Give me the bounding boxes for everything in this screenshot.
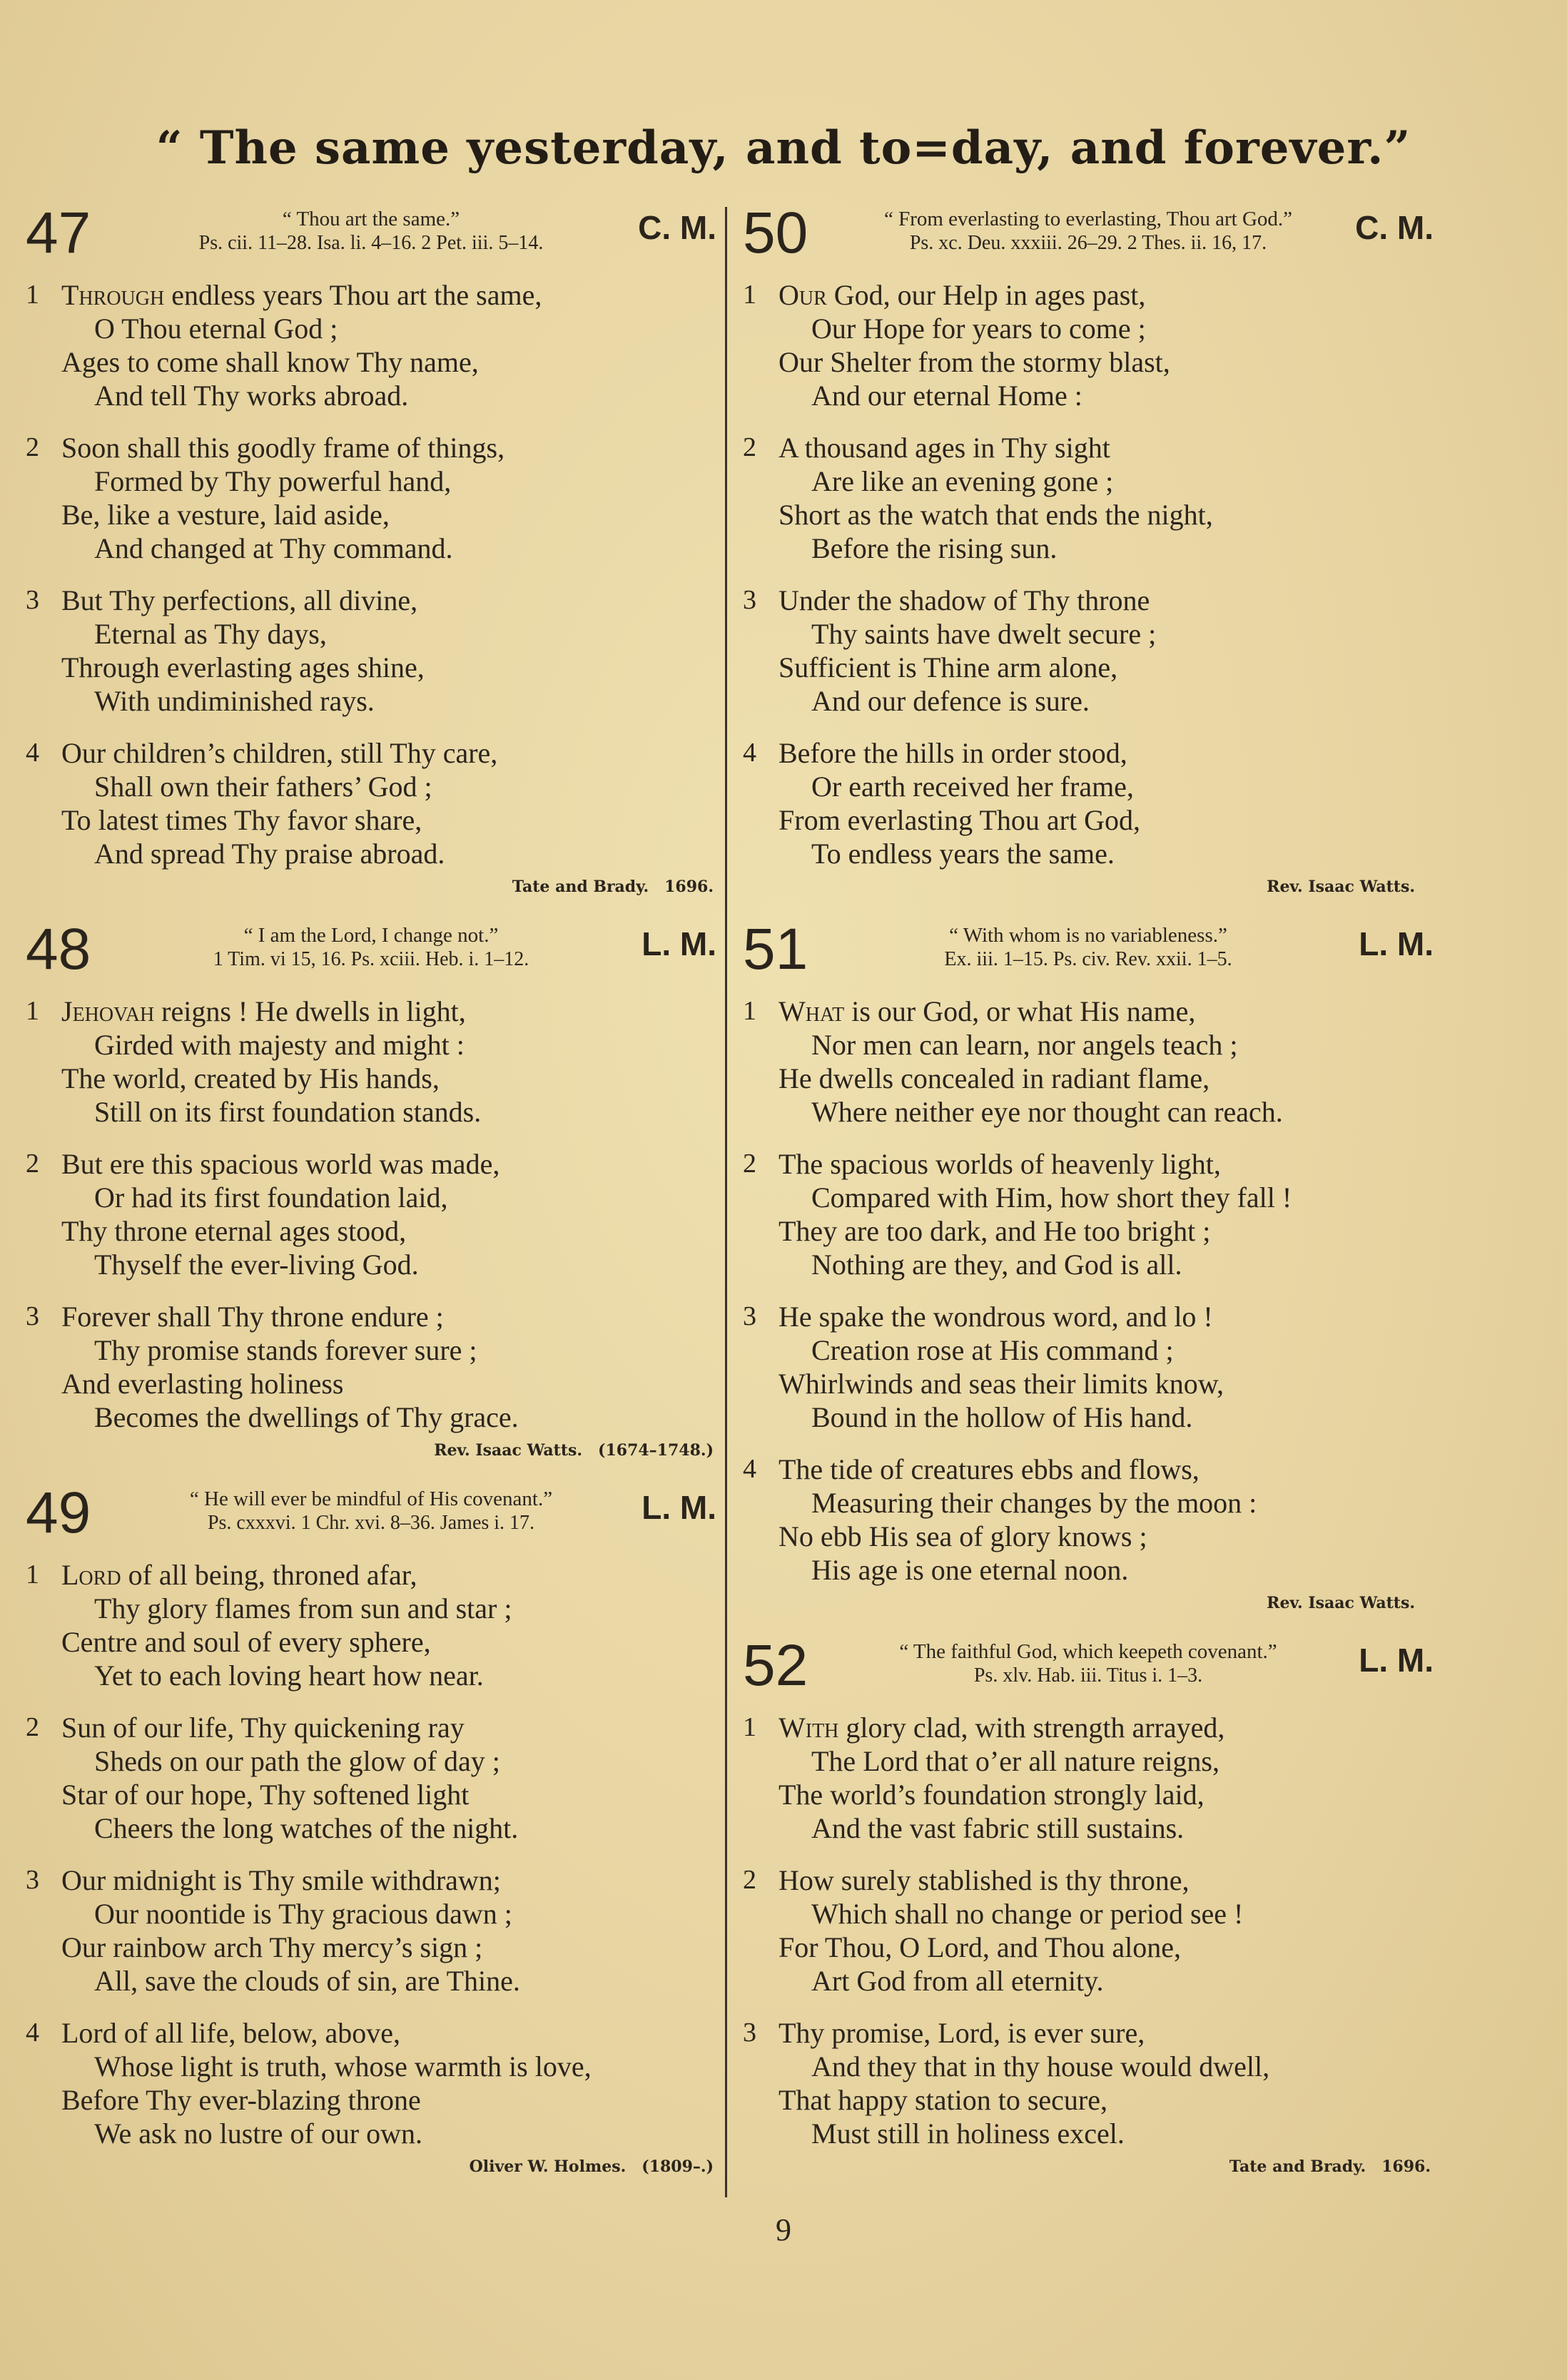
hymn-author [739, 1594, 1452, 1612]
verse [739, 278, 1452, 412]
verse-line-text: Whirlwinds and seas their limits know, [779, 1368, 1224, 1400]
verse-line-text: Yet to each loving heart how near. [94, 1659, 484, 1692]
verse [21, 1300, 735, 1434]
verse-line [21, 803, 735, 837]
verse-first-word: With [779, 1712, 839, 1744]
verse-number: 2 [743, 1149, 756, 1179]
verse [739, 1300, 1452, 1434]
verse-line [21, 2117, 735, 2150]
verse-line [21, 2083, 735, 2117]
hymn-quote: “ Thou art the same.” [282, 208, 460, 230]
verse-line [21, 1863, 735, 1897]
verse [21, 278, 735, 412]
verse-number: 4 [743, 738, 756, 768]
verse-line-text: Where neither eye nor thought can reach. [811, 1096, 1283, 1128]
verse-number: 1 [743, 996, 756, 1026]
verse-line [739, 2016, 1452, 2050]
hymn-number: 47 [26, 200, 91, 265]
hymn-number: 52 [743, 1633, 808, 1698]
verse-number: 1 [26, 280, 39, 310]
verse-line-text: Are like an evening gone ; [811, 465, 1114, 497]
author-dates: 1696. [664, 878, 714, 896]
verse-line-text: Through everlasting ages shine, [61, 651, 425, 683]
verse-line [739, 498, 1452, 532]
verse-line [21, 1778, 735, 1811]
verse-line-text: The world’s foundation strongly laid, [779, 1779, 1205, 1811]
author-dates: 1696. [1381, 2157, 1431, 2176]
hymn-heading [21, 200, 735, 278]
verse-number: 4 [26, 2018, 39, 2048]
verse-line-text: Thy promise, Lord, is ever sure, [779, 2017, 1145, 2049]
scripture-references: 1 Tim. vi 15, 16. Ps. xciii. Heb. i. 1–12. [213, 948, 529, 970]
verse-line [21, 278, 735, 312]
verse-line-text: Before the rising sun. [811, 532, 1058, 564]
verse-line-text: Or had its first foundation laid, [94, 1181, 448, 1214]
verse-line [21, 532, 735, 565]
hymn-heading [21, 1480, 735, 1558]
verse-line [21, 1248, 735, 1281]
verse-line-text: But Thy perfections, all divine, [61, 584, 418, 616]
verse-line [21, 651, 735, 684]
verse-line [739, 2083, 1452, 2117]
hymn-number: 49 [26, 1480, 91, 1545]
verse-line [21, 837, 735, 870]
verse-line [739, 770, 1452, 803]
verse-line-text: Our Hope for years to come ; [811, 312, 1146, 345]
verse-line [739, 1778, 1452, 1811]
verse-line [739, 1400, 1452, 1434]
hymn-48 [21, 917, 735, 1460]
verse-line [739, 312, 1452, 345]
verse-line-text: Nor men can learn, nor angels teach ; [811, 1029, 1238, 1061]
verse [21, 1863, 735, 1998]
verse-line [739, 1300, 1452, 1333]
verse-line-text: Or earth received her frame, [811, 771, 1134, 803]
verse-line-text: A thousand ages in Thy sight [779, 432, 1110, 464]
verse [21, 1558, 735, 1692]
verse-line [739, 464, 1452, 498]
verse-line-text: But ere this spacious world was made, [61, 1148, 500, 1180]
hymn-heading [21, 917, 735, 995]
verse-line [21, 584, 735, 617]
hymn-52 [739, 1633, 1452, 2176]
verse-line [739, 684, 1452, 718]
verse [739, 431, 1452, 565]
verse-line-text: His age is one eternal noon. [811, 1554, 1129, 1586]
verse-line [21, 1711, 735, 1744]
author-name: Oliver W. Holmes. [469, 2157, 627, 2176]
verse-line-text: Formed by Thy powerful hand, [94, 465, 452, 497]
verse-line [21, 1625, 735, 1659]
verse-line [739, 1333, 1452, 1367]
verse-line-text: Before the hills in order stood, [779, 737, 1127, 769]
verse-line-text: We ask no lustre of our own. [94, 2117, 423, 2150]
verse [21, 584, 735, 718]
hymn-author [21, 878, 735, 896]
verse-number: 3 [26, 1865, 39, 1895]
verse-line-text: Under the shadow of Thy throne [779, 584, 1150, 616]
verse-line-text: The world, created by His hands, [61, 1062, 440, 1094]
verse-line [739, 995, 1452, 1028]
verse-number: 2 [26, 1712, 39, 1742]
verse [21, 736, 735, 870]
verse-line-text: And the vast fabric still sustains. [811, 1812, 1185, 1844]
verse-line-text: And spread Thy praise abroad. [94, 838, 445, 870]
verse-first-word: Jehovah [61, 995, 155, 1027]
verse-line [739, 584, 1452, 617]
verse-line-text: For Thou, O Lord, and Thou alone, [779, 1931, 1182, 1963]
verse-line [21, 770, 735, 803]
verse-line [21, 684, 735, 718]
verse-line [739, 1147, 1452, 1181]
verse-line [21, 1028, 735, 1062]
verse-line [21, 1592, 735, 1625]
author-name: Tate and Brady. [512, 878, 649, 896]
verse-line [739, 837, 1452, 870]
scripture-references: Ps. cxxxvi. 1 Chr. xvi. 8–36. James i. 17. [207, 1512, 535, 1534]
verse-line [739, 1028, 1452, 1062]
verse-line-text: Girded with majesty and might : [94, 1029, 465, 1061]
verse-number: 3 [26, 585, 39, 615]
verse-line-text: Sufficient is Thine arm alone, [779, 651, 1118, 683]
verse-number: 2 [743, 432, 756, 462]
verse-number: 3 [743, 2018, 756, 2048]
hymn-author [739, 878, 1452, 896]
hymn-meter: L. M. [641, 925, 716, 962]
verse-line [21, 379, 735, 412]
verse-line-text: Our rainbow arch Thy mercy’s sign ; [61, 1931, 483, 1963]
hymn-heading [739, 917, 1452, 995]
verse-line-text: Sheds on our path the glow of day ; [94, 1745, 500, 1777]
verse-line-text: They are too dark, and He too bright ; [779, 1215, 1211, 1247]
verse [739, 584, 1452, 718]
verse-line-text: Thy glory flames from sun and star ; [94, 1592, 512, 1624]
verse-line-text: The spacious worlds of heavenly light, [779, 1148, 1221, 1180]
verse [21, 431, 735, 565]
verse [739, 1711, 1452, 1845]
page-header: “ The same yesterday, and to=day, and forever.” [156, 121, 1411, 175]
author-name: Tate and Brady. [1229, 2157, 1366, 2176]
verse-line [739, 431, 1452, 464]
verse-line-text: The tide of creatures ebbs and flows, [779, 1453, 1200, 1485]
verse-line-text: Compared with Him, how short they fall ! [811, 1181, 1292, 1214]
verse-line [739, 379, 1452, 412]
verse-number: 3 [26, 1301, 39, 1331]
verse-line [21, 1964, 735, 1998]
verse-number: 1 [743, 280, 756, 310]
verse-line [21, 1558, 735, 1592]
verse [21, 1147, 735, 1281]
verse-line [739, 1553, 1452, 1587]
verse-line-text: Our children’s children, still Thy care, [61, 737, 498, 769]
hymn-meter: L. M. [1359, 925, 1434, 962]
verse-line-text: All, save the clouds of sin, are Thine. [94, 1965, 520, 1997]
verse-line-text: And changed at Thy command. [94, 532, 453, 564]
verse-line-text: Thy throne eternal ages stood, [61, 1215, 407, 1247]
hymn-quote: “ With whom is no variableness.” [949, 924, 1227, 947]
verse-number: 4 [743, 1454, 756, 1484]
scripture-references: Ps. xlv. Hab. iii. Titus i. 1–3. [973, 1664, 1203, 1687]
hymn-meter: C. M. [638, 209, 716, 246]
hymn-author [21, 1441, 735, 1460]
verse-line-text: Which shall no change or period see ! [811, 1898, 1244, 1930]
verse [21, 995, 735, 1129]
verse-line-text: With undiminished rays. [94, 685, 375, 717]
verse-line-text: Star of our hope, Thy softened light [61, 1779, 470, 1811]
verse-line-text: To endless years the same. [811, 838, 1115, 870]
verse-line [739, 1863, 1452, 1897]
hymn-author [21, 2157, 735, 2176]
verse [21, 1711, 735, 1845]
verse-line [739, 1520, 1452, 1553]
page-number: 9 [776, 2212, 791, 2247]
verse-line-text: Becomes the dwellings of Thy grace. [94, 1401, 519, 1433]
verse-line-text: No ebb His sea of glory knows ; [779, 1520, 1147, 1552]
hymn-number: 50 [743, 200, 808, 265]
hymn-quote: “ The faithful God, which keepeth covenant.” [899, 1640, 1277, 1663]
verse-line-text: And our defence is sure. [811, 685, 1090, 717]
hymn-quote: “ He will ever be mindful of His covenant.” [189, 1488, 553, 1510]
left-column [21, 200, 735, 2203]
verse-line [739, 1248, 1452, 1281]
verse-line [21, 345, 735, 379]
verse-line-text: How surely stablished is thy throne, [779, 1864, 1190, 1896]
verse-line [739, 1811, 1452, 1845]
verse-line [21, 2016, 735, 2050]
verse-line [739, 1931, 1452, 1964]
verse-line-text: glory clad, with strength arrayed, [846, 1712, 1225, 1744]
verse-line [739, 736, 1452, 770]
verse-line [739, 1711, 1452, 1744]
verse-first-word: What [779, 995, 845, 1027]
verse-first-word: Through [61, 279, 165, 311]
hymn-meter: C. M. [1355, 209, 1434, 246]
verse-line [21, 1400, 735, 1434]
verse-line [21, 1897, 735, 1931]
hymn-number: 48 [26, 917, 91, 982]
verse-number: 3 [743, 585, 756, 615]
author-name: Rev. Isaac Watts. [1267, 1594, 1415, 1612]
author-dates: (1809–.) [641, 2157, 714, 2176]
hymn-author [739, 2157, 1452, 2176]
verse-line [739, 345, 1452, 379]
hymn-50 [739, 200, 1452, 896]
verse-line-text: Thyself the ever-living God. [94, 1249, 419, 1281]
scripture-references: Ps. xc. Deu. xxxiii. 26–29. 2 Thes. ii. 16, 17. [909, 232, 1267, 254]
verse-line-text: Cheers the long watches of the night. [94, 1812, 519, 1844]
verse-line-text: of all being, throned afar, [128, 1559, 417, 1591]
verse-line [739, 532, 1452, 565]
verse-line-text: Still on its first foundation stands. [94, 1096, 482, 1128]
hymn-heading [739, 200, 1452, 278]
verse-line [739, 617, 1452, 651]
verse-line-text: Soon shall this goodly frame of things, [61, 432, 505, 464]
verse-line-text: reigns ! He dwells in light, [161, 995, 466, 1027]
verse-line [739, 2117, 1452, 2150]
hymn-number: 51 [743, 917, 808, 982]
verse-line-text: And they that in thy house would dwell, [811, 2050, 1270, 2082]
verse-line [21, 1367, 735, 1400]
verse-line-text: Short as the watch that ends the night, [779, 499, 1213, 531]
verse-line-text: He dwells concealed in radiant flame, [779, 1062, 1210, 1094]
verse-line-text: Bound in the hollow of His hand. [811, 1401, 1193, 1433]
verse-number: 1 [743, 1712, 756, 1742]
hymn-49 [21, 1480, 735, 2176]
verse-line [21, 1095, 735, 1129]
verse-line [739, 1453, 1452, 1486]
verse [739, 995, 1452, 1129]
verse-line-text: Nothing are they, and God is all. [811, 1249, 1182, 1281]
verse-line-text: Our noontide is Thy gracious dawn ; [94, 1898, 512, 1930]
verse-line-text: Our midnight is Thy smile withdrawn; [61, 1864, 501, 1896]
author-name: Rev. Isaac Watts. [1267, 878, 1415, 896]
verse-line [21, 1181, 735, 1214]
verse-line [739, 651, 1452, 684]
verse-number: 1 [26, 1560, 39, 1590]
verse-first-word: Our [779, 279, 827, 311]
verse-line [21, 1811, 735, 1845]
verse-line-text: From everlasting Thou art God, [779, 804, 1140, 836]
verse-line [21, 1333, 735, 1367]
verse-line-text: endless years Thou art the same, [171, 279, 542, 311]
verse-line [21, 498, 735, 532]
verse-line-text: And our eternal Home : [811, 380, 1082, 412]
verse-line [739, 1181, 1452, 1214]
verse-line [21, 995, 735, 1028]
verse-line-text: Art God from all eternity. [811, 1965, 1104, 1997]
hymn-meter: L. M. [641, 1489, 716, 1526]
verse-line-text: Must still in holiness excel. [811, 2117, 1125, 2150]
verse-line-text: Sun of our life, Thy quickening ray [61, 1712, 465, 1744]
verse-line-text: Thy promise stands forever sure ; [94, 1334, 477, 1366]
verse-line-text: Shall own their fathers’ God ; [94, 771, 432, 803]
verse-line [21, 1659, 735, 1692]
verse-line [739, 1214, 1452, 1248]
verse-line-text: Creation rose at His command ; [811, 1334, 1174, 1366]
verse-line-text: That happy station to secure, [779, 2084, 1107, 2116]
verse-line [739, 1367, 1452, 1400]
verse-line-text: Eternal as Thy days, [94, 618, 327, 650]
verse-line [21, 736, 735, 770]
scripture-references: Ex. iii. 1–15. Ps. civ. Rev. xxii. 1–5. [944, 948, 1232, 970]
verse-line-text: Forever shall Thy throne endure ; [61, 1301, 444, 1333]
verse-first-word: Lord [61, 1559, 121, 1591]
verse-line-text: And tell Thy works abroad. [94, 380, 409, 412]
verse-line [21, 1147, 735, 1181]
verse-line [739, 1095, 1452, 1129]
hymn-51 [739, 917, 1452, 1612]
verse-line [21, 431, 735, 464]
verse-line [21, 1300, 735, 1333]
verse [739, 1863, 1452, 1998]
verse-line-text: Thy saints have dwelt secure ; [811, 618, 1157, 650]
verse [21, 2016, 735, 2150]
verse-line-text: He spake the wondrous word, and lo ! [779, 1301, 1213, 1333]
right-column [739, 200, 1452, 2203]
verse-line [739, 1897, 1452, 1931]
hymn-quote: “ I am the Lord, I change not.” [243, 924, 499, 947]
verse-number: 4 [26, 738, 39, 768]
hymn-47 [21, 200, 735, 896]
verse-line-text: O Thou eternal God ; [94, 312, 338, 345]
verse [739, 1147, 1452, 1281]
verse-line [739, 278, 1452, 312]
verse-number: 3 [743, 1301, 756, 1331]
scripture-references: Ps. cii. 11–28. Isa. li. 4–16. 2 Pet. iii. 5–14. [198, 232, 544, 254]
verse-number: 2 [26, 1149, 39, 1179]
verse-line [739, 1486, 1452, 1520]
hymn-quote: “ From everlasting to everlasting, Thou art God.” [883, 208, 1293, 230]
verse [739, 736, 1452, 870]
verse-line [21, 312, 735, 345]
verse-line [21, 617, 735, 651]
verse-line [21, 1931, 735, 1964]
verse-line-text: Be, like a vesture, laid aside, [61, 499, 390, 531]
verse-line [21, 2050, 735, 2083]
verse-line-text: Measuring their changes by the moon : [811, 1487, 1257, 1519]
verse-line [739, 1062, 1452, 1095]
verse [739, 2016, 1452, 2150]
verse-number: 1 [26, 996, 39, 1026]
verse-line-text: God, our Help in ages past, [833, 279, 1146, 311]
hymn-meter: L. M. [1359, 1642, 1434, 1679]
hymn-heading [739, 1633, 1452, 1711]
verse-line [739, 2050, 1452, 2083]
verse-line-text: Before Thy ever-blazing throne [61, 2084, 421, 2116]
verse-line-text: Whose light is truth, whose warmth is love, [94, 2050, 592, 2082]
verse-line-text: is our God, or what His name, [851, 995, 1196, 1027]
verse-number: 2 [743, 1865, 756, 1895]
verse-line-text: And everlasting holiness [61, 1368, 344, 1400]
verse-line [21, 1744, 735, 1778]
verse-line-text: Ages to come shall know Thy name, [61, 346, 479, 378]
verse-line [21, 464, 735, 498]
verse-line [739, 1964, 1452, 1998]
verse-line-text: To latest times Thy favor share, [61, 804, 422, 836]
verse-line-text: The Lord that o’er all nature reigns, [811, 1745, 1219, 1777]
verse [739, 1453, 1452, 1587]
verse-line-text: Our Shelter from the stormy blast, [779, 346, 1170, 378]
author-name: Rev. Isaac Watts. [434, 1441, 583, 1460]
author-dates: (1674–1748.) [598, 1441, 714, 1460]
verse-line [21, 1062, 735, 1095]
verse-line [739, 803, 1452, 837]
verse-line [739, 1744, 1452, 1778]
verse-line-text: Centre and soul of every sphere, [61, 1626, 431, 1658]
verse-number: 2 [26, 432, 39, 462]
verse-line [21, 1214, 735, 1248]
verse-line-text: Lord of all life, below, above, [61, 2017, 401, 2049]
